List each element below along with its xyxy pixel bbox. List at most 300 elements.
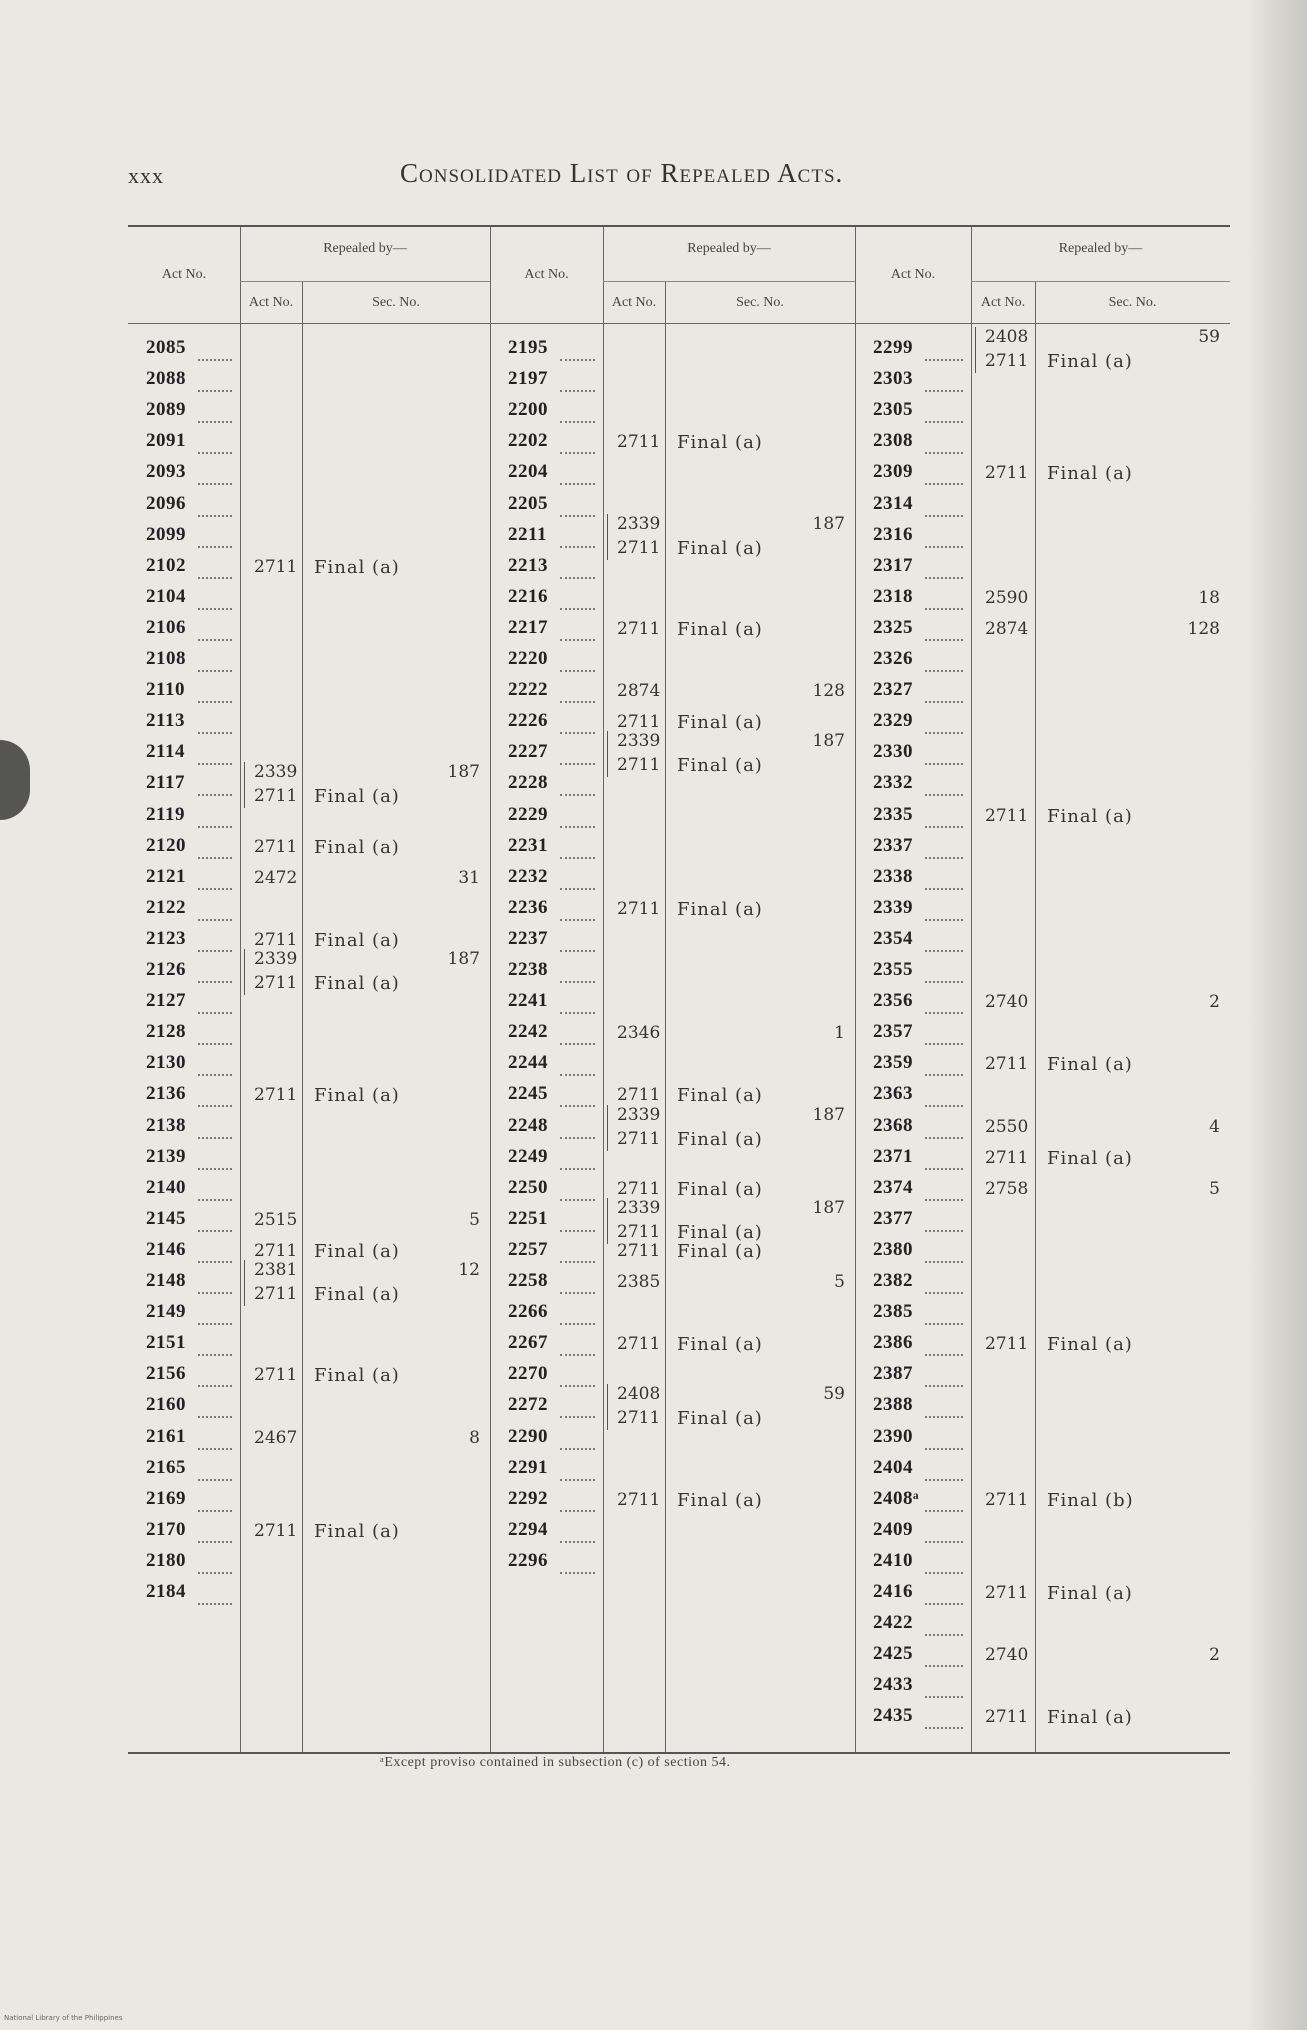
- leader-dots: [198, 1385, 232, 1387]
- leader-dots: [560, 732, 595, 734]
- repealing-act-no: 2711: [617, 898, 661, 919]
- act-number: 2227: [508, 741, 548, 763]
- leader-dots: [560, 639, 595, 641]
- repealing-act-no: 2711: [985, 1147, 1029, 1168]
- repealing-act-no: 2711: [617, 1408, 661, 1429]
- leader-dots: [925, 1510, 963, 1512]
- leader-dots: [560, 763, 595, 765]
- act-number: 2238: [508, 959, 548, 980]
- section-no: Final (a): [677, 712, 763, 734]
- act-number: 2416: [873, 1581, 913, 1602]
- header-bottom-rule: [128, 323, 490, 324]
- leader-dots: [560, 794, 595, 796]
- act-number: 2330: [873, 741, 913, 763]
- repealed-acts-table: [128, 225, 1230, 1754]
- act-number: 2410: [873, 1549, 913, 1571]
- scanner-thumb: [0, 740, 30, 820]
- act-number: 2149: [146, 1301, 186, 1323]
- section-no: Final (a): [314, 929, 400, 951]
- act-number: 2088: [146, 368, 186, 390]
- section-no: 128: [1187, 618, 1220, 639]
- repealing-act-no: 2711: [985, 805, 1029, 826]
- leader-dots: [560, 515, 595, 517]
- act-number: 2226: [508, 710, 548, 732]
- leader-dots: [925, 1230, 963, 1232]
- repealing-act-no: 2550: [985, 1116, 1029, 1137]
- act-number: 2231: [508, 834, 548, 856]
- act-number: 2296: [508, 1549, 548, 1571]
- act-number: 2122: [146, 896, 186, 918]
- leader-dots: [925, 1665, 963, 1667]
- repealing-act-no: 2339: [617, 731, 661, 752]
- leader-dots: [198, 1479, 232, 1481]
- leader-dots: [560, 1137, 595, 1139]
- act-number: 2433: [873, 1674, 913, 1696]
- repealing-act-no: 2711: [985, 351, 1029, 371]
- leader-dots: [925, 421, 963, 423]
- section-no: 59: [1198, 327, 1220, 347]
- brace-mark: [607, 1105, 618, 1151]
- leader-dots: [925, 608, 963, 610]
- leader-dots: [560, 577, 595, 579]
- act-number: 2148: [146, 1270, 186, 1291]
- act-number: 2119: [146, 803, 185, 825]
- section-no: 1: [834, 1023, 845, 1044]
- page-title: Consolidated List of Repealed Acts.: [400, 158, 844, 188]
- leader-dots: [198, 826, 232, 828]
- header-repealed-by: Repealed by—: [687, 241, 771, 256]
- repealing-act-no: 2467: [254, 1427, 298, 1448]
- repealing-act-no: 2346: [617, 1023, 661, 1044]
- act-number: 2216: [508, 585, 548, 607]
- leader-dots: [198, 1043, 232, 1045]
- act-number: 2229: [508, 803, 548, 825]
- leader-dots: [925, 515, 963, 517]
- leader-dots: [560, 359, 595, 361]
- column-rule: [240, 227, 241, 1752]
- act-number: 2121: [146, 865, 186, 887]
- leader-dots: [198, 763, 232, 765]
- leader-dots: [560, 1012, 595, 1014]
- header-bottom-rule: [490, 323, 855, 324]
- act-number: 2120: [146, 834, 186, 856]
- leader-dots: [198, 950, 232, 952]
- leader-dots: [925, 826, 963, 828]
- leader-dots: [560, 608, 595, 610]
- leader-dots: [198, 1199, 232, 1201]
- leader-dots: [560, 1043, 595, 1045]
- leader-dots: [198, 608, 232, 610]
- repealing-act-no: 2711: [985, 463, 1029, 484]
- repealing-act-no: 2408: [617, 1384, 661, 1405]
- column-rule: [1035, 282, 1036, 1752]
- section-no: 187: [447, 762, 480, 783]
- section-no: Final (a): [677, 1240, 763, 1262]
- leader-dots: [560, 670, 595, 672]
- leader-dots: [560, 1572, 595, 1574]
- section-no: Final (a): [677, 755, 763, 777]
- act-number: 2110: [146, 679, 185, 701]
- brace-mark: [607, 1198, 618, 1244]
- header-divider: [240, 281, 490, 282]
- leader-dots: [198, 390, 232, 392]
- act-number: 2089: [146, 399, 186, 421]
- repealing-act-no: 2385: [617, 1272, 661, 1292]
- leader-dots: [560, 1230, 595, 1232]
- header-sub-act-no: Act No.: [980, 295, 1026, 310]
- repealing-act-no: 2711: [617, 712, 661, 733]
- act-number: 2270: [508, 1363, 548, 1385]
- act-number: 2106: [146, 616, 186, 638]
- act-number: 2267: [508, 1332, 548, 1354]
- header-divider: [603, 281, 855, 282]
- header-sub-act-no: Act No.: [248, 295, 294, 310]
- leader-dots: [925, 1479, 963, 1481]
- column-rule: [971, 227, 972, 1752]
- act-number: 2317: [873, 554, 913, 576]
- act-number: 2242: [508, 1021, 548, 1043]
- leader-dots: [198, 515, 232, 517]
- act-number: 2354: [873, 927, 913, 949]
- act-number: 2329: [873, 710, 913, 732]
- act-number: 2356: [873, 990, 913, 1012]
- act-number: 2114: [146, 741, 185, 763]
- act-number: 2299: [873, 337, 913, 358]
- leader-dots: [560, 1323, 595, 1325]
- section-no: 8: [469, 1427, 480, 1448]
- leader-dots: [925, 1354, 963, 1356]
- repealing-act-no: 2711: [617, 1221, 661, 1242]
- repealing-act-no: 2711: [617, 1489, 661, 1510]
- act-number: 2404: [873, 1456, 913, 1478]
- act-number: 2327: [873, 679, 913, 701]
- leader-dots: [198, 483, 232, 485]
- section-no: Final (a): [314, 836, 400, 858]
- act-number: 2220: [508, 648, 548, 669]
- leader-dots: [925, 1292, 963, 1294]
- act-number: 2241: [508, 990, 548, 1012]
- section-no: Final (a): [314, 1085, 400, 1107]
- leader-dots: [198, 1137, 232, 1139]
- act-number: 2126: [146, 959, 186, 980]
- leader-dots: [198, 981, 232, 983]
- section-no: 18: [1198, 587, 1220, 608]
- act-number: 2151: [146, 1332, 186, 1354]
- repealing-act-no: 2711: [985, 1583, 1029, 1603]
- act-number: 2161: [146, 1425, 186, 1447]
- act-number: 2139: [146, 1145, 186, 1167]
- act-number: 2195: [508, 337, 548, 358]
- act-number: 2357: [873, 1021, 913, 1043]
- repealing-act-no: 2711: [254, 1520, 298, 1541]
- leader-dots: [925, 857, 963, 859]
- repealing-act-no: 2740: [985, 1645, 1029, 1666]
- leader-dots: [560, 1105, 595, 1107]
- leader-dots: [925, 1572, 963, 1574]
- act-number: 2113: [146, 710, 185, 732]
- section-no: 187: [812, 513, 845, 534]
- leader-dots: [198, 1230, 232, 1232]
- repealing-act-no: 2711: [254, 556, 298, 577]
- act-number: 2355: [873, 959, 913, 980]
- leader-dots: [560, 1074, 595, 1076]
- leader-dots: [198, 1105, 232, 1107]
- act-number: 2359: [873, 1052, 913, 1074]
- leader-dots: [560, 950, 595, 952]
- header-sec-no: Sec. No.: [1108, 295, 1157, 310]
- leader-dots: [560, 452, 595, 454]
- act-number: 2123: [146, 927, 186, 949]
- header-divider: [971, 281, 1230, 282]
- leader-dots: [560, 1199, 595, 1201]
- brace-mark: [607, 1384, 618, 1430]
- column-rule: [603, 227, 604, 1752]
- act-number: 2272: [508, 1394, 548, 1416]
- act-number: 2408ᵃ: [873, 1487, 920, 1509]
- act-number: 2325: [873, 616, 913, 638]
- leader-dots: [198, 546, 232, 548]
- act-number: 2180: [146, 1549, 186, 1571]
- act-number: 2130: [146, 1052, 186, 1074]
- act-number: 2305: [873, 399, 913, 421]
- leader-dots: [198, 1510, 232, 1512]
- repealing-act-no: 2711: [985, 1334, 1029, 1355]
- leader-dots: [560, 1261, 595, 1263]
- leader-dots: [560, 701, 595, 703]
- act-number: 2249: [508, 1145, 548, 1167]
- act-number: 2205: [508, 492, 548, 514]
- leader-dots: [198, 732, 232, 734]
- act-number: 2318: [873, 585, 913, 607]
- section-no: 59: [823, 1384, 845, 1405]
- section-no: 187: [812, 1104, 845, 1125]
- act-number: 2202: [508, 430, 548, 452]
- leader-dots: [198, 1354, 232, 1356]
- act-number: 2136: [146, 1083, 186, 1105]
- act-number: 2222: [508, 679, 548, 701]
- leader-dots: [925, 1168, 963, 1170]
- leader-dots: [198, 794, 232, 796]
- act-number: 2093: [146, 461, 186, 483]
- leader-dots: [198, 1448, 232, 1450]
- section-no: Final (a): [677, 537, 763, 559]
- repealing-act-no: 2711: [254, 1085, 298, 1106]
- repealing-act-no: 2874: [985, 618, 1029, 639]
- act-number: 2386: [873, 1332, 913, 1354]
- leader-dots: [198, 1168, 232, 1170]
- repealing-act-no: 2711: [617, 1128, 661, 1149]
- act-number: 2170: [146, 1518, 186, 1540]
- act-number: 2258: [508, 1270, 548, 1291]
- leader-dots: [925, 950, 963, 952]
- act-number: 2332: [873, 772, 913, 794]
- section-no: Final (a): [1047, 1707, 1133, 1729]
- act-number: 2169: [146, 1487, 186, 1509]
- section-no: 5: [469, 1209, 480, 1230]
- act-number: 2211: [508, 523, 547, 545]
- leader-dots: [198, 577, 232, 579]
- section-no: Final (a): [314, 1240, 400, 1262]
- act-number: 2200: [508, 399, 548, 421]
- act-number: 2145: [146, 1207, 186, 1229]
- section-no: Final (a): [314, 973, 400, 994]
- leader-dots: [925, 1541, 963, 1543]
- header-sec-no: Sec. No.: [372, 295, 420, 310]
- section-no: Final (a): [314, 556, 400, 578]
- section-no: Final (a): [677, 1128, 763, 1150]
- act-number: 2409: [873, 1518, 913, 1540]
- repealing-act-no: 2711: [985, 1054, 1029, 1075]
- repealing-act-no: 2711: [617, 1334, 661, 1355]
- leader-dots: [198, 701, 232, 703]
- repealing-act-no: 2711: [617, 1240, 661, 1261]
- act-number: 2104: [146, 585, 186, 607]
- act-number: 2117: [146, 772, 185, 794]
- act-number: 2184: [146, 1581, 186, 1602]
- leader-dots: [560, 981, 595, 983]
- repealing-act-no: 2711: [617, 755, 661, 776]
- act-number: 2204: [508, 461, 548, 483]
- source-stamp: National Library of the Philippines: [4, 2014, 123, 2022]
- act-number: 2197: [508, 368, 548, 390]
- leader-dots: [198, 670, 232, 672]
- section-no: Final (a): [1047, 1334, 1133, 1356]
- section-no: 187: [447, 949, 480, 969]
- repealing-act-no: 2711: [254, 1240, 298, 1261]
- leader-dots: [198, 1603, 232, 1605]
- act-number: 2257: [508, 1238, 548, 1260]
- section-no: Final (a): [677, 1221, 763, 1243]
- leader-dots: [198, 1012, 232, 1014]
- act-number: 2335: [873, 803, 913, 825]
- section-no: Final (a): [1047, 1054, 1133, 1076]
- section-no: 12: [458, 1260, 480, 1280]
- leader-dots: [198, 421, 232, 423]
- act-number: 2308: [873, 430, 913, 452]
- column-rule: [302, 282, 303, 1752]
- leader-dots: [925, 577, 963, 579]
- act-number: 2096: [146, 492, 186, 514]
- leader-dots: [198, 1261, 232, 1263]
- section-no: Final (a): [677, 618, 763, 640]
- act-number: 2380: [873, 1238, 913, 1260]
- section-no: Final (a): [677, 898, 763, 920]
- leader-dots: [560, 1292, 595, 1294]
- leader-dots: [925, 1416, 963, 1418]
- leader-dots: [925, 546, 963, 548]
- leader-dots: [198, 359, 232, 361]
- act-number: 2368: [873, 1114, 913, 1136]
- leader-dots: [925, 390, 963, 392]
- act-number: 2237: [508, 927, 548, 949]
- act-number: 2292: [508, 1487, 548, 1509]
- leader-dots: [925, 888, 963, 890]
- leader-dots: [560, 1385, 595, 1387]
- leader-dots: [560, 483, 595, 485]
- act-number: 2377: [873, 1207, 913, 1229]
- act-number: 2290: [508, 1425, 548, 1447]
- repealing-act-no: 2472: [254, 867, 298, 888]
- leader-dots: [198, 1416, 232, 1418]
- section-no: Final (a): [1047, 805, 1133, 827]
- section-no: Final (a): [677, 432, 763, 454]
- leader-dots: [198, 1541, 232, 1543]
- act-number: 2390: [873, 1425, 913, 1447]
- header-sub-act-no: Act No.: [611, 295, 657, 310]
- repealing-act-no: 2711: [254, 836, 298, 857]
- act-number: 2388: [873, 1394, 913, 1416]
- leader-dots: [560, 546, 595, 548]
- leader-dots: [925, 1261, 963, 1263]
- leader-dots: [198, 639, 232, 641]
- repealing-act-no: 2339: [254, 762, 298, 783]
- repealing-act-no: 2590: [985, 587, 1029, 608]
- leader-dots: [560, 857, 595, 859]
- leader-dots: [925, 919, 963, 921]
- act-number: 2363: [873, 1083, 913, 1105]
- repealing-act-no: 2339: [617, 1197, 661, 1218]
- repealing-act-no: 2515: [254, 1209, 298, 1230]
- act-number: 2244: [508, 1052, 548, 1074]
- section-no: 128: [812, 681, 845, 702]
- repealing-act-no: 2711: [985, 1707, 1029, 1728]
- leader-dots: [198, 888, 232, 890]
- act-number: 2374: [873, 1176, 913, 1198]
- section-no: Final (a): [314, 786, 400, 808]
- leader-dots: [925, 1727, 963, 1729]
- leader-dots: [925, 483, 963, 485]
- repealing-act-no: 2381: [254, 1260, 298, 1280]
- act-number: 2128: [146, 1021, 186, 1043]
- act-number: 2309: [873, 461, 913, 483]
- leader-dots: [925, 794, 963, 796]
- act-number: 2248: [508, 1114, 548, 1136]
- section-no: 4: [1209, 1116, 1220, 1137]
- header-act-no: Act No.: [524, 267, 569, 282]
- act-number: 2371: [873, 1145, 913, 1167]
- leader-dots: [560, 919, 595, 921]
- leader-dots: [198, 1292, 232, 1294]
- repealing-act-no: 2711: [617, 432, 661, 453]
- act-number: 2435: [873, 1705, 913, 1727]
- repealing-act-no: 2711: [254, 786, 298, 807]
- section-no: Final (b): [1047, 1489, 1134, 1511]
- act-number: 2085: [146, 337, 186, 358]
- header-bottom-rule: [855, 323, 1230, 324]
- header-sec-no: Sec. No.: [736, 295, 784, 310]
- leader-dots: [925, 452, 963, 454]
- act-number: 2385: [873, 1301, 913, 1323]
- act-number: 2251: [508, 1207, 548, 1229]
- section-no: 5: [834, 1272, 845, 1292]
- repealing-act-no: 2339: [254, 949, 298, 969]
- leader-dots: [925, 359, 963, 361]
- leader-dots: [560, 1354, 595, 1356]
- act-number: 2138: [146, 1114, 186, 1136]
- section-no: Final (a): [1047, 1147, 1133, 1169]
- leader-dots: [925, 1074, 963, 1076]
- section-no: Final (a): [677, 1178, 763, 1200]
- group-rule: [490, 227, 491, 1752]
- header-act-no: Act No.: [161, 267, 207, 282]
- act-number: 2091: [146, 430, 186, 452]
- leader-dots: [560, 1479, 595, 1481]
- leader-dots: [198, 1572, 232, 1574]
- section-no: 2: [1209, 1645, 1220, 1666]
- act-number: 2156: [146, 1363, 186, 1385]
- leader-dots: [925, 1634, 963, 1636]
- section-no: Final (a): [677, 1408, 763, 1430]
